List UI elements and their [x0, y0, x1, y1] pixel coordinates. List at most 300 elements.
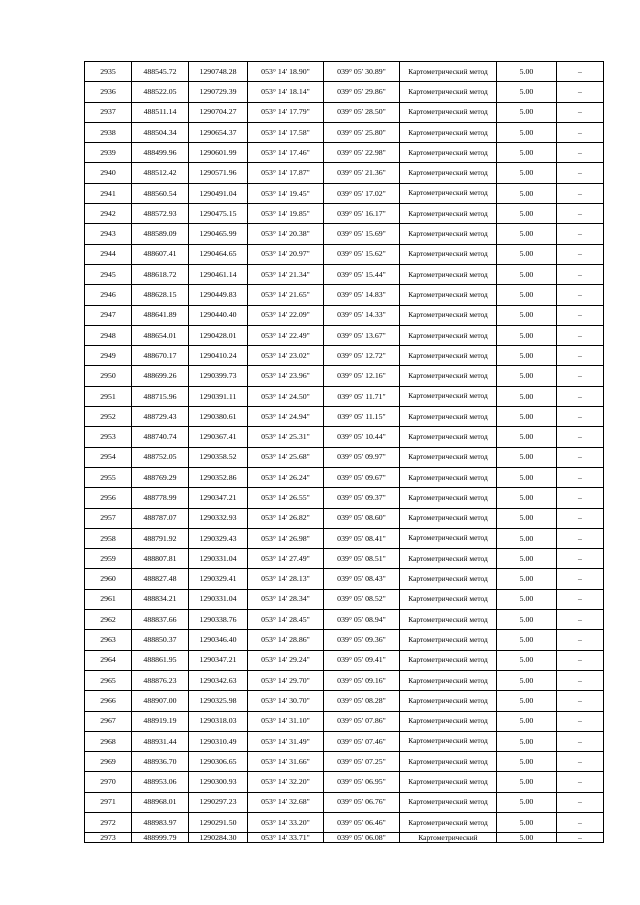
x-coordinate-cell: 488504.34 [132, 122, 189, 142]
method-text: Картометрический метод [408, 250, 488, 259]
table-row [85, 407, 604, 427]
y-coordinate-cell: 1290367.41 [189, 427, 248, 447]
note-cell: – [557, 772, 604, 792]
latitude-cell: 053° 14' 17.87" [248, 163, 324, 183]
x-coordinate-cell: 488729.43 [132, 407, 189, 427]
note-cell: – [557, 650, 604, 670]
latitude-cell: 053° 14' 29.24" [248, 650, 324, 670]
x-coordinate-cell: 488907.00 [132, 691, 189, 711]
point-number-cell: 2968 [85, 731, 132, 751]
y-coordinate-cell: 1290704.27 [189, 102, 248, 122]
note-cell: – [557, 610, 604, 630]
longitude-cell: 039° 05' 14.83" [324, 285, 400, 305]
latitude-cell: 053° 14' 33.71" [248, 833, 324, 843]
longitude-cell: 039° 05' 09.16" [324, 670, 400, 690]
point-number-cell: 2946 [85, 285, 132, 305]
point-number-cell: 2958 [85, 528, 132, 548]
y-coordinate-cell: 1290729.39 [189, 82, 248, 102]
point-number-cell: 2954 [85, 447, 132, 467]
point-number-cell: 2935 [85, 62, 132, 82]
longitude-cell: 039° 05' 07.86" [324, 711, 400, 731]
accuracy-cell: 5.00 [497, 670, 557, 690]
longitude-cell: 039° 05' 11.15" [324, 407, 400, 427]
longitude-cell: 039° 05' 06.46" [324, 812, 400, 832]
latitude-cell: 053° 14' 32.20" [248, 772, 324, 792]
x-coordinate-cell: 488715.96 [132, 386, 189, 406]
method-text: Картометрический метод [408, 493, 488, 502]
table-row [85, 467, 604, 487]
longitude-cell: 039° 05' 22.98" [324, 143, 400, 163]
note-cell: – [557, 630, 604, 650]
x-coordinate-cell: 488769.29 [132, 467, 189, 487]
point-number-cell: 2947 [85, 305, 132, 325]
latitude-cell: 053° 14' 17.46" [248, 143, 324, 163]
y-coordinate-cell: 1290332.93 [189, 508, 248, 528]
method-text: Картометрический метод [408, 148, 488, 157]
x-coordinate-cell: 488983.97 [132, 812, 189, 832]
latitude-cell: 053° 14' 26.82" [248, 508, 324, 528]
longitude-cell: 039° 05' 29.86" [324, 82, 400, 102]
method-cell [400, 711, 497, 731]
note-cell: – [557, 224, 604, 244]
accuracy-cell: 5.00 [497, 549, 557, 569]
method-text: Картометрический метод [408, 453, 488, 462]
method-cell [400, 569, 497, 589]
method-text: Картометрический метод [408, 757, 488, 766]
method-cell [400, 325, 497, 345]
y-coordinate-cell: 1290654.37 [189, 122, 248, 142]
longitude-cell: 039° 05' 08.41" [324, 528, 400, 548]
latitude-cell: 053° 14' 22.09" [248, 305, 324, 325]
longitude-cell: 039° 05' 09.67" [324, 467, 400, 487]
method-text: Картометрический метод [408, 514, 488, 523]
longitude-cell: 039° 05' 14.33" [324, 305, 400, 325]
point-number-cell: 2956 [85, 488, 132, 508]
y-coordinate-cell: 1290306.65 [189, 752, 248, 772]
accuracy-cell: 5.00 [497, 610, 557, 630]
method-cell [400, 549, 497, 569]
method-text: Картометрический метод [408, 554, 488, 563]
x-coordinate-cell: 488589.09 [132, 224, 189, 244]
method-text: Картометрический метод [408, 189, 488, 198]
accuracy-cell: 5.00 [497, 143, 557, 163]
note-cell: – [557, 711, 604, 731]
point-number-cell: 2955 [85, 467, 132, 487]
latitude-cell: 053° 14' 29.70" [248, 670, 324, 690]
table-row [85, 691, 604, 711]
longitude-cell: 039° 05' 10.44" [324, 427, 400, 447]
accuracy-cell: 5.00 [497, 650, 557, 670]
point-number-cell: 2971 [85, 792, 132, 812]
y-coordinate-cell: 1290318.03 [189, 711, 248, 731]
method-text: Картометрический метод [408, 432, 488, 441]
table-row [85, 549, 604, 569]
method-text: Картометрический метод [408, 87, 488, 96]
point-number-cell: 2950 [85, 366, 132, 386]
x-coordinate-cell: 488999.79 [132, 833, 189, 843]
note-cell: – [557, 386, 604, 406]
accuracy-cell: 5.00 [497, 264, 557, 284]
latitude-cell: 053° 14' 18.14" [248, 82, 324, 102]
method-cell [400, 812, 497, 832]
method-cell [400, 122, 497, 142]
note-cell: – [557, 305, 604, 325]
method-cell [400, 143, 497, 163]
x-coordinate-cell: 488850.37 [132, 630, 189, 650]
method-text: Картометрический метод [408, 392, 488, 401]
x-coordinate-cell: 488778.99 [132, 488, 189, 508]
note-cell: – [557, 102, 604, 122]
longitude-cell: 039° 05' 06.08" [324, 833, 400, 843]
accuracy-cell: 5.00 [497, 427, 557, 447]
accuracy-cell: 5.00 [497, 224, 557, 244]
longitude-cell: 039° 05' 15.44" [324, 264, 400, 284]
y-coordinate-cell: 1290461.14 [189, 264, 248, 284]
y-coordinate-cell: 1290297.23 [189, 792, 248, 812]
method-text: Картометрический метод [408, 311, 488, 320]
longitude-cell: 039° 05' 07.46" [324, 731, 400, 751]
method-text: Картометрический метод [408, 717, 488, 726]
method-text: Картометрический метод [408, 575, 488, 584]
note-cell: – [557, 670, 604, 690]
note-cell: – [557, 427, 604, 447]
longitude-cell: 039° 05' 28.50" [324, 102, 400, 122]
point-number-cell: 2953 [85, 427, 132, 447]
longitude-cell: 039° 05' 15.69" [324, 224, 400, 244]
accuracy-cell: 5.00 [497, 731, 557, 751]
x-coordinate-cell: 488968.01 [132, 792, 189, 812]
table-row [85, 244, 604, 264]
x-coordinate-cell: 488740.74 [132, 427, 189, 447]
x-coordinate-cell: 488522.05 [132, 82, 189, 102]
table-row [85, 488, 604, 508]
latitude-cell: 053° 14' 17.79" [248, 102, 324, 122]
coordinates-table [84, 61, 604, 843]
point-number-cell: 2937 [85, 102, 132, 122]
table-row [85, 630, 604, 650]
accuracy-cell: 5.00 [497, 244, 557, 264]
note-cell: – [557, 143, 604, 163]
x-coordinate-cell: 488511.14 [132, 102, 189, 122]
point-number-cell: 2944 [85, 244, 132, 264]
point-number-cell: 2940 [85, 163, 132, 183]
longitude-cell: 039° 05' 08.43" [324, 569, 400, 589]
note-cell: – [557, 407, 604, 427]
latitude-cell: 053° 14' 17.58" [248, 122, 324, 142]
method-cell [400, 386, 497, 406]
point-number-cell: 2945 [85, 264, 132, 284]
longitude-cell: 039° 05' 12.16" [324, 366, 400, 386]
y-coordinate-cell: 1290284.30 [189, 833, 248, 843]
y-coordinate-cell: 1290399.73 [189, 366, 248, 386]
latitude-cell: 053° 14' 31.49" [248, 731, 324, 751]
point-number-cell: 2948 [85, 325, 132, 345]
point-number-cell: 2949 [85, 346, 132, 366]
note-cell: – [557, 82, 604, 102]
method-cell [400, 244, 497, 264]
note-cell: – [557, 366, 604, 386]
point-number-cell: 2959 [85, 549, 132, 569]
y-coordinate-cell: 1290329.43 [189, 528, 248, 548]
point-number-cell: 2969 [85, 752, 132, 772]
method-cell [400, 650, 497, 670]
table-row [85, 528, 604, 548]
method-text: Картометрический метод [408, 270, 488, 279]
y-coordinate-cell: 1290601.99 [189, 143, 248, 163]
latitude-cell: 053° 14' 27.49" [248, 549, 324, 569]
method-text: Картометрический метод [408, 798, 488, 807]
table-row [85, 264, 604, 284]
latitude-cell: 053° 14' 25.31" [248, 427, 324, 447]
point-number-cell: 2952 [85, 407, 132, 427]
point-number-cell: 2951 [85, 386, 132, 406]
x-coordinate-cell: 488931.44 [132, 731, 189, 751]
x-coordinate-cell: 488752.05 [132, 447, 189, 467]
latitude-cell: 053° 14' 28.13" [248, 569, 324, 589]
x-coordinate-cell: 488699.26 [132, 366, 189, 386]
longitude-cell: 039° 05' 15.62" [324, 244, 400, 264]
latitude-cell: 053° 14' 30.70" [248, 691, 324, 711]
x-coordinate-cell: 488607.41 [132, 244, 189, 264]
x-coordinate-cell: 488499.96 [132, 143, 189, 163]
note-cell: – [557, 549, 604, 569]
note-cell: – [557, 325, 604, 345]
note-cell: – [557, 244, 604, 264]
x-coordinate-cell: 488807.81 [132, 549, 189, 569]
method-text: Картометрический метод [408, 778, 488, 787]
note-cell: – [557, 62, 604, 82]
method-text: Картометрический метод [408, 412, 488, 421]
note-cell: – [557, 163, 604, 183]
method-cell [400, 488, 497, 508]
latitude-cell: 053° 14' 32.68" [248, 792, 324, 812]
accuracy-cell: 5.00 [497, 346, 557, 366]
y-coordinate-cell: 1290352.86 [189, 467, 248, 487]
table-row [85, 752, 604, 772]
x-coordinate-cell: 488936.70 [132, 752, 189, 772]
note-cell: – [557, 833, 604, 843]
latitude-cell: 053° 14' 28.34" [248, 589, 324, 609]
table-row [85, 569, 604, 589]
y-coordinate-cell: 1290358.52 [189, 447, 248, 467]
accuracy-cell: 5.00 [497, 772, 557, 792]
point-number-cell: 2943 [85, 224, 132, 244]
method-cell [400, 163, 497, 183]
accuracy-cell: 5.00 [497, 488, 557, 508]
note-cell: – [557, 691, 604, 711]
latitude-cell: 053° 14' 31.66" [248, 752, 324, 772]
x-coordinate-cell: 488572.93 [132, 204, 189, 224]
point-number-cell: 2957 [85, 508, 132, 528]
x-coordinate-cell: 488827.48 [132, 569, 189, 589]
latitude-cell: 053° 14' 33.20" [248, 812, 324, 832]
y-coordinate-cell: 1290410.24 [189, 346, 248, 366]
method-cell [400, 183, 497, 203]
latitude-cell: 053° 14' 18.90" [248, 62, 324, 82]
point-number-cell: 2938 [85, 122, 132, 142]
longitude-cell: 039° 05' 13.67" [324, 325, 400, 345]
method-text: Картометрический метод [408, 595, 488, 604]
note-cell: – [557, 467, 604, 487]
y-coordinate-cell: 1290464.65 [189, 244, 248, 264]
longitude-cell: 039° 05' 25.80" [324, 122, 400, 142]
y-coordinate-cell: 1290347.21 [189, 650, 248, 670]
point-number-cell: 2970 [85, 772, 132, 792]
method-cell [400, 346, 497, 366]
note-cell: – [557, 812, 604, 832]
table-row [85, 82, 604, 102]
table-row [85, 305, 604, 325]
latitude-cell: 053° 14' 28.86" [248, 630, 324, 650]
accuracy-cell: 5.00 [497, 467, 557, 487]
note-cell: – [557, 528, 604, 548]
accuracy-cell: 5.00 [497, 122, 557, 142]
table-row [85, 670, 604, 690]
method-cell [400, 630, 497, 650]
point-number-cell: 2962 [85, 610, 132, 630]
table-row [85, 386, 604, 406]
method-text: Картометрический метод [408, 473, 488, 482]
note-cell: – [557, 285, 604, 305]
note-cell: – [557, 752, 604, 772]
method-cell [400, 204, 497, 224]
latitude-cell: 053° 14' 19.45" [248, 183, 324, 203]
accuracy-cell: 5.00 [497, 285, 557, 305]
y-coordinate-cell: 1290440.40 [189, 305, 248, 325]
table-row [85, 143, 604, 163]
table-row [85, 285, 604, 305]
accuracy-cell: 5.00 [497, 812, 557, 832]
y-coordinate-cell: 1290449.83 [189, 285, 248, 305]
x-coordinate-cell: 488670.17 [132, 346, 189, 366]
y-coordinate-cell: 1290329.41 [189, 569, 248, 589]
method-cell [400, 752, 497, 772]
latitude-cell: 053° 14' 21.34" [248, 264, 324, 284]
latitude-cell: 053° 14' 24.50" [248, 386, 324, 406]
x-coordinate-cell: 488512.42 [132, 163, 189, 183]
point-number-cell: 2967 [85, 711, 132, 731]
method-text: Картометрический метод [408, 128, 488, 137]
note-cell: – [557, 264, 604, 284]
method-cell [400, 528, 497, 548]
accuracy-cell: 5.00 [497, 163, 557, 183]
method-text: Картометрический метод [408, 635, 488, 644]
table-row [85, 610, 604, 630]
y-coordinate-cell: 1290748.28 [189, 62, 248, 82]
longitude-cell: 039° 05' 17.02" [324, 183, 400, 203]
latitude-cell: 053° 14' 23.96" [248, 366, 324, 386]
method-cell [400, 731, 497, 751]
point-number-cell: 2964 [85, 650, 132, 670]
method-cell [400, 610, 497, 630]
method-text: Картометрический метод [408, 696, 488, 705]
point-number-cell: 2960 [85, 569, 132, 589]
table-row [85, 122, 604, 142]
method-cell [400, 589, 497, 609]
note-cell: – [557, 183, 604, 203]
x-coordinate-cell: 488618.72 [132, 264, 189, 284]
note-cell: – [557, 346, 604, 366]
table-row [85, 325, 604, 345]
x-coordinate-cell: 488861.95 [132, 650, 189, 670]
latitude-cell: 053° 14' 26.24" [248, 467, 324, 487]
accuracy-cell: 5.00 [497, 325, 557, 345]
y-coordinate-cell: 1290291.50 [189, 812, 248, 832]
accuracy-cell: 5.00 [497, 102, 557, 122]
point-number-cell: 2936 [85, 82, 132, 102]
longitude-cell: 039° 05' 09.97" [324, 447, 400, 467]
x-coordinate-cell: 488834.21 [132, 589, 189, 609]
accuracy-cell: 5.00 [497, 792, 557, 812]
y-coordinate-cell: 1290347.21 [189, 488, 248, 508]
longitude-cell: 039° 05' 08.51" [324, 549, 400, 569]
y-coordinate-cell: 1290475.15 [189, 204, 248, 224]
longitude-cell: 039° 05' 21.36" [324, 163, 400, 183]
accuracy-cell: 5.00 [497, 183, 557, 203]
table-row [85, 731, 604, 751]
latitude-cell: 053° 14' 23.02" [248, 346, 324, 366]
longitude-cell: 039° 05' 08.52" [324, 589, 400, 609]
method-cell [400, 792, 497, 812]
point-number-cell: 2939 [85, 143, 132, 163]
table-row [85, 447, 604, 467]
method-text: Картометрический метод [408, 230, 488, 239]
longitude-cell: 039° 05' 09.37" [324, 488, 400, 508]
method-cell [400, 102, 497, 122]
table-row [85, 102, 604, 122]
note-cell: – [557, 447, 604, 467]
table-row [85, 183, 604, 203]
longitude-cell: 039° 05' 30.89" [324, 62, 400, 82]
method-text: Картометрический метод [408, 209, 488, 218]
accuracy-cell: 5.00 [497, 833, 557, 843]
accuracy-cell: 5.00 [497, 305, 557, 325]
latitude-cell: 053° 14' 20.38" [248, 224, 324, 244]
point-number-cell: 2941 [85, 183, 132, 203]
accuracy-cell: 5.00 [497, 407, 557, 427]
point-number-cell: 2972 [85, 812, 132, 832]
method-text: Картометрический метод [408, 351, 488, 360]
longitude-cell: 039° 05' 08.94" [324, 610, 400, 630]
table-row [85, 62, 604, 82]
table-row [85, 650, 604, 670]
table-row [85, 427, 604, 447]
table-row [85, 508, 604, 528]
table-row [85, 772, 604, 792]
note-cell: – [557, 589, 604, 609]
latitude-cell: 053° 14' 28.45" [248, 610, 324, 630]
note-cell: – [557, 122, 604, 142]
note-cell: – [557, 488, 604, 508]
note-cell: – [557, 508, 604, 528]
method-cell [400, 366, 497, 386]
method-text: Картометрический метод [408, 676, 488, 685]
latitude-cell: 053° 14' 19.85" [248, 204, 324, 224]
longitude-cell: 039° 05' 09.41" [324, 650, 400, 670]
method-cell [400, 772, 497, 792]
method-text: Картометрический метод [408, 331, 488, 340]
method-text: Картометрический метод [408, 534, 488, 543]
y-coordinate-cell: 1290491.04 [189, 183, 248, 203]
y-coordinate-cell: 1290428.01 [189, 325, 248, 345]
method-cell [400, 407, 497, 427]
note-cell: – [557, 569, 604, 589]
method-text: Картометрический метод [408, 108, 488, 117]
y-coordinate-cell: 1290331.04 [189, 549, 248, 569]
y-coordinate-cell: 1290300.93 [189, 772, 248, 792]
accuracy-cell: 5.00 [497, 569, 557, 589]
longitude-cell: 039° 05' 16.17" [324, 204, 400, 224]
